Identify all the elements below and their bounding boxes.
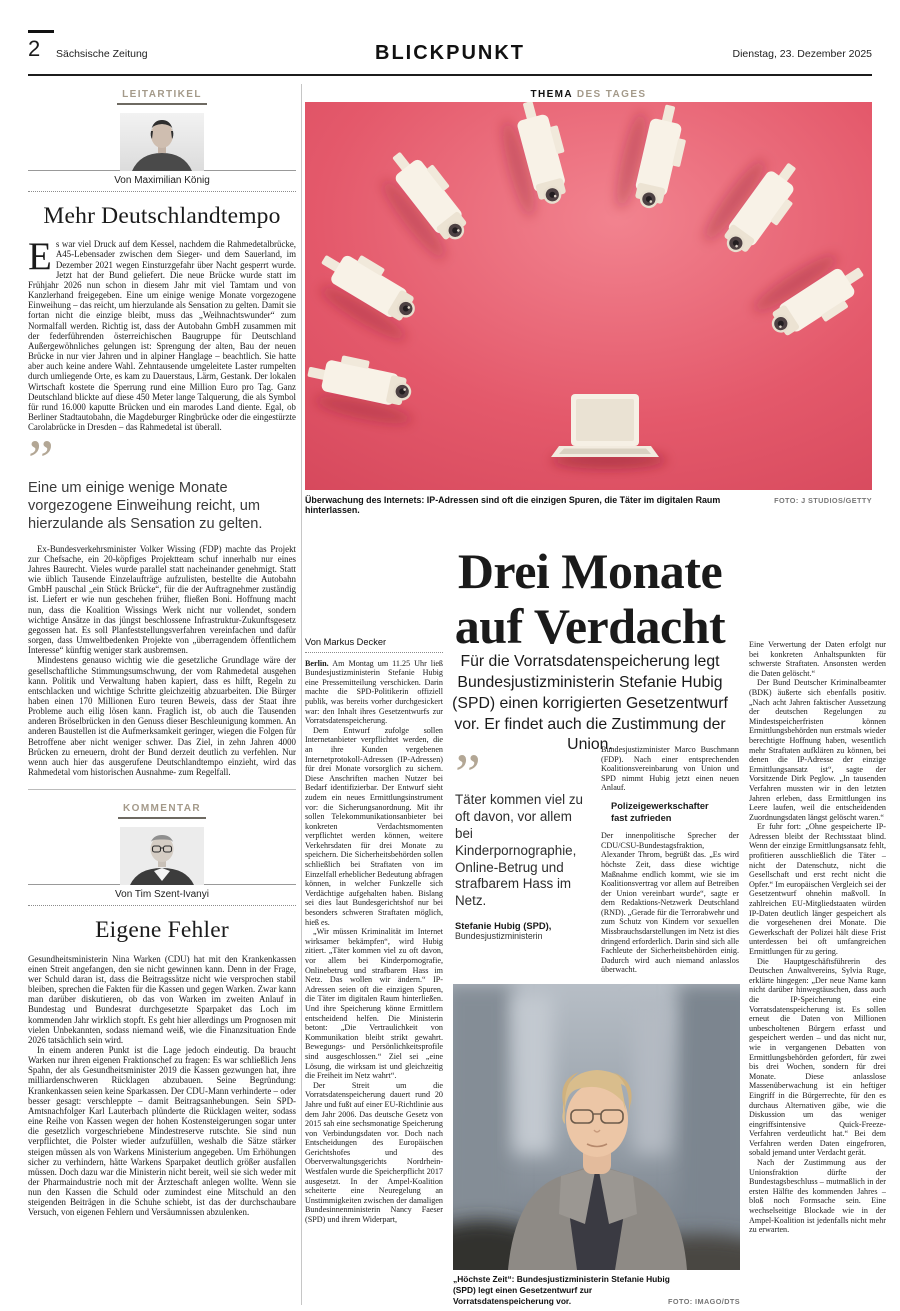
- hero-photo-credit: FOTO: J STUDIOS/GETTY: [774, 496, 872, 505]
- article-para: Berlin. Am Montag um 11.25 Uhr ließ Bundesjustizministerin Stefanie Hubig eine Pressemitteilung verschicken. Darin machte die SPD-Politikerin offiziell publik, was bereits vorher durchgesickert war: den Inhalt ihres Gesetzentwurfs zur Vorratsdatenspeicherung.: [305, 658, 443, 726]
- quote-icon: ”: [455, 742, 481, 807]
- left-opinion-column: [28, 84, 296, 1306]
- leitartikel-body-2: [28, 544, 296, 778]
- article-para: „Wir müssen Kriminalität im Internet wirksamer bekämpfen“, wird Hubig zitiert. „Täter kommen viel zu oft davon, vor allem bei Kinderpornografie, Onlinebetrug und strafbarem Hass im Netz. Das wollen wir ändern.“ IP-Adressen seien oft die einzigen Spuren, die Täter im digitalen Raum hinterließen. Und ihre Speicherung könne Ermittlern entscheidend helfen. Die Ministerin betont: „Die Vertraulichkeit von Kommunikation bleibt strikt gewahrt. Bewegungs- und Persönlichkeitsprofile sind ausgeschlossen.“ Ziel sei „eine Lösung, die wirksam ist und gleichzeitig die Freiheit im Netz wahrt“.: [305, 927, 443, 1081]
- header-rule: [28, 74, 872, 76]
- main-headline: Drei Monate auf Verdacht: [454, 542, 726, 654]
- hero-caption: Überwachung des Internets: IP-Adressen sind oft die einzigen Spuren, die Täter im digitalen Raum hinterlassen.: [305, 495, 721, 515]
- quote-icon: ”: [28, 428, 54, 494]
- quote-attribution-role: Bundesjustizministerin: [455, 931, 543, 942]
- kommentar-body: [28, 954, 296, 1218]
- kommentar-para1: Gesundheitsministerin Nina Warken (CDU) hat mit den Krankenkassen einen Streit angefangen, den sie nicht gewinnen kann. Denn in der Frage, wer Schuld daran ist, dass die Beitragssätze nicht wie versprochen stabil bleiben, sprechen die Fakten für die Kassen und gegen Warken. Zwar kann man darüber diskutieren, ob das von Warken im zweiten Anlauf in Bundestag und Bundesrat durchgesetzte Sparpaket das Loch im kommenden Jahr wirklich stopft. Es geht hier allerdings um Prognosen mit vielen Unbekannten, sodass niemand weiß, wie die Finanzsituation Ende 2026 tatsächlich sein wird.: [28, 953, 296, 1045]
- standfirst: Für die Vorratsdatenspeicherung legt Bundesjustizministerin Stefanie Hubig (SPD) einen korrigierten Gesetzentwurf vor. Er findet auch die Zustimmung der Union.: [452, 653, 728, 754]
- photo-caption: „Höchste Zeit“: Bundesjustizministerin Stefanie Hubig (SPD) legt einen Gesetzentwurf zur Vorratsdatenspeicherung vor.: [453, 1274, 670, 1306]
- article-para: Nach der Zustimmung aus der Unionsfraktion dürfte der Bundestagsbeschluss – mutmaßlich in der ersten Hälfte des kommenden Jahres – bloß noch Formsache sein. Eine wechselseitige Blockade wie in der Ampel-Koalition ist jedenfalls nicht mehr zu erwarten.: [749, 1158, 886, 1235]
- article-para: Die Hauptgeschäftsführerin des Deutschen Anwaltvereins, Sylvia Ruge, erklärte hingegen: „Der neue Name kann nicht darüber hinwegtäuschen, dass auch die IP-Speicherung eine Vorratsdatenspeicherung ist. Es sollen erneut die Daten von Millionen unbescholtenen Bürgern erfasst und gespeichert werden – und das nicht nur, wie in vergangenen Debatten von Ermittlungsbehörden gefordert, für zwei bis drei Wochen, sondern für drei Monate. Diese anlasslose Massenüberwachung ist ein heftiger Eingriff in die Bürgerrechte, für den es durchaus Alternativen gäbe, wie die Diskussion um das weniger eingriffsintensive Quick-Freeze-Verfahren verdeutlicht hat.“ Bei dem Verfahren werden Daten eingefroren, sobald jemand unter Verdacht gerät.: [749, 956, 886, 1158]
- photo-credit: FOTO: IMAGO/DTS: [668, 1297, 740, 1307]
- leitartikel-para1: Es war viel Druck auf dem Kessel, nachdem die Rahmedetalbrücke, A45-Lebensader zwischen dem Sieger- und dem Sauerland, im Dezember 2021 wegen Einsturzgefahr über Nacht gesperrt wurde. Jetzt hat der Bund geliefert. Die neue Brücke wurde statt im Frühjahr 2026 nun schon in diesem Jahr mit viel Tamtam und von Kanzlerhand freigegeben. Eine um einige wenige Monate vorgezogene Einweihung – das reicht, um hierzulande als Sensation zu gelten. Damit sie fortan nicht die einzige bleibt, muss das „Weihnachtswunder“ zum Normalfall werden. Richtig ist, dass der Autobahn GmbH zusammen mit der federführenden österreichischen Baugruppe für Deutschland Außergewöhnliches gelungen ist: Sprengung der alten, Bau der neuen Brücke in nur vier Jahren und in alpiner Hanglage – beachtlich. Sie hatte aber auch keine andere Wahl. Zehntausende umgeleitete Laster rumpelten durch umliegende Orte, es kam zu Dauerstaus, Lärm, Gestank. Der lokalen Wirtschaft kostete die Sperrung rund eine Million Euro pro Tag. Ganz Deutschland blickte auf diese 450 Meter lange Talquerung, die als Symbol für rund 16.000 kaputte Brücken und ein marodes Land diente. Egal, ob Berliner Stadtautobahn, die Magdeburger Ringbrücke oder die eingestürzte Carolabrücke in Dresden – das Rahmedetal ist überall.: [28, 235, 296, 433]
- column-divider: [301, 84, 302, 1305]
- page-number-rule: [28, 30, 54, 33]
- kicker-thema-des-tages: THEMA DES TAGES: [525, 89, 651, 105]
- article-subhead: Polizeigewerkschafter fast zufrieden: [611, 800, 709, 824]
- article-para: Er fuhr fort: „Ohne gespeicherte IP-Adressen bleibt der Rechtsstaat blind. Wenn der einzige Ermittlungsansatz fehlt, profitieren ausschließlich die Täter – nicht der Datenschutz, nicht die Gesellschaft und erst recht nicht die Opfer.“ Im europäischen Vergleich sei der Gesetzentwurf ohnehin maßvoll. In zahlreichen EU-Mitgliedstaaten würden IP-Daten deutlich länger gespeichert als die vorgesehenen drei Monate. Die Gewerkschaft der Polizei hält diese Frist unterdessen bei oft umfangreichen Ermittlungen für zu gering.: [749, 822, 886, 956]
- article-column-3: [601, 745, 739, 979]
- article-para: Eine Verwertung der Daten erfolgt nur bei konkreten Anhaltspunkten für schwerste Straftaten. Ansonsten werden die Daten gelöscht.“: [749, 640, 886, 678]
- leitartikel-para3: Mindestens genauso wichtig wie die gesetzliche Grundlage wäre der gesellschaftliche Stimmungsumschwung, der vom Rahmedetal ausgehen kann. Politik und Verwaltung haben kapiert, dass es hilft, Regeln zu entschlacken und wichtige Schritte gleichzeitig abzuarbeiten. Die Bürger haben einen 170 Millionen Euro teuren Beweis, dass der Staat ihre Probleme auch eilig lösen kann. Fraglich ist, ob auch die Tausenden anderen Bröselbrücken in den Genuss dieser Beschleunigung kommen. An anderen Baustellen ist die Aufmerksamkeit geringer, wiegen die Folgen für Betroffene aber nicht weniger schwer. Das Ziel, in zehn Jahren 4000 Brücken zu erneuern, droht der Bund derzeit deutlich zu verfehlen. Nur wenn auch hier das ausgerufene Deutschlandtempo einzieht, wird das Rahmedetal vom historischen Ausnahme- zum Regelfall.: [28, 655, 296, 778]
- hero-image-surveillance-cameras: [305, 102, 872, 490]
- kicker-kommentar: KOMMENTAR: [118, 803, 206, 819]
- issue-date: Dienstag, 23. Dezember 2025: [732, 48, 872, 60]
- article-column-1: [305, 638, 443, 1306]
- kommentar-headline: Eigene Fehler: [95, 917, 229, 944]
- kicker-leitartikel: LEITARTIKEL: [117, 89, 207, 105]
- article-para: Der Bund Deutscher Kriminalbeamter (BDK) äußerte sich ebenfalls positiv. „Nach acht Jahren faktischer Aussetzung der deutschen Regelungen zu Mindestspeicherfristen können Ermittlungsbehörden nun erstmals wieder berechtigte Hoffnung haben, wesentlich mehr Straftaten aufklären zu können, bei denen die IP-Adresse der einzige Ermittlungsansatz ist“, sagte der Vorsitzende Dirk Peglow. „In tausenden Verfahren mussten wir in den letzten Jahren erleben, dass Ermittlungen ins Leere laufen, weil die entscheidenden Zuordnungsdaten längst gelöscht waren.“: [749, 678, 886, 822]
- author-photo-tim-szent-ivanyi: [120, 827, 204, 885]
- page-number: 2: [28, 36, 41, 61]
- leitartikel-para2: Ex-Bundesverkehrsminister Volker Wissing (FDP) machte das Projekt zur Chefsache, ein 20-köpfiges Projektteam schuf innerhalb nur eines Jahres Baurecht. Vieles wurde parallel statt nacheinander genehmigt. Statt wie üblich Tausende Einzelaufträge aufzulisten, bestellte die Autobahn GmbH pauschal „ein Stück Brücke“, für die der Auftragnehmer zuständig ist. Liefert er wie nun geschehen früher, fließen Boni. Hoffnung macht nun, dass die Koalition Wissings Werk nicht nur vollendet, sondern wichtige Ansätze in das jüngst beschlossene Infrastruktur-Zukunftsgesetz gegossen hat. Es soll Planfeststellungsverfahren vereinfachen und dafür sorgen, dass Umweltbedenken Projekte von „überragendem öffentlichem Interesse“ künftig weniger stark ausbremsen.: [28, 543, 296, 656]
- kommentar-para2: In einem anderen Punkt ist die Lage jedoch eindeutig. Da braucht Warken nur ihren eigenen Fraktionschef zu fragen: Es war schließlich Jens Spahn, der als Gesundheitsminister 2019 die Kassen gezwungen hat, ihre milliardenschweren Rücklagen abzubauen. Seine Begründung: Krankenkassen seien keine Sparkassen. Der CDU-Mann verhinderte – oder besser gesagt: verschleppte – damit Beitragsanhebungen. Sein SPD-Amtsnachfolger Karl Lauterbach plünderte die Rücklagen weiter, sodass eine Reihe von Kassen wegen der hohen Kostensteigerungen sogar unter die gesetzlich vorgeschriebene Mindestreserve rutschte. Sie sind nun verpflichtet, die Polster wieder aufzufüllen, weshalb die Sätze stärker steigen müssen als von Warkens Ministerium angegeben. Um Erhöhungen sicher zu verhindern, hätte Warkens Sparpaket deutlich größer ausfallen müssen. Doch dazu war die Ministerin nicht bereit, weil sie sich weder mit der Pharmaindustrie noch mit der Ärzteschaft anlegen wollte. Wenn sie nun den Kassen die Schuld oder zumindest eine Mitschuld an den steigenden Beiträgen in die Schuhe schiebt, ist das der durchschaubare Versuch, von eigenen Fehlern und Versäumnissen abzulenken.: [28, 1044, 296, 1218]
- author-photo-maximilian-koenig: [120, 113, 204, 171]
- article-para: Bundesjustizminister Marco Buschmann (FDP). Nach einer entsprechenden Koalitionsvereinbarung von Union und SPD nimmt Hubig jetzt einen neuen Anlauf.: [601, 745, 739, 793]
- photo-stefanie-hubig: [453, 984, 740, 1270]
- leitartikel-body: [28, 235, 296, 433]
- photo-caption-row: [453, 1274, 740, 1307]
- quote-text: Täter kommen viel zu oft davon, vor allem bei Kinderpornographie, Online-Betrug und strafbarem Hass im Netz.: [455, 792, 583, 909]
- article-byline: Von Markus Decker: [305, 638, 443, 653]
- pull-quote: [28, 428, 296, 533]
- kommentar-section: [28, 789, 296, 1217]
- dateline: Berlin.: [305, 658, 329, 668]
- pull-quote-text: Eine um einige wenige Monate vorgezogene Einweihung reicht, um hierzulande als Sensation zu gelten.: [28, 480, 263, 532]
- article-para: Der Streit um die Vorratsdatenspeicherung dauert rund 20 Jahre und fußt auf einer EU-Richtlinie aus dem Jahr 2006. Das deutsche Gesetz von 2015 sah eine sechsmonatige Speicherung von Verbindungsdaten vor. Doch nach Entscheidungen des Europäischen Gerichtshofes und des Oberverwaltungsgerichts Nordrhein-Westfalen wurde die Speicherpflicht 2017 ausgesetzt. In der Ampel-Koalition scheiterte eine Neuregelung an Unstimmigkeiten zwischen der damaligen Bundesinnenministerin Nancy Faeser (SPD) und ihrem Widerpart,: [305, 1080, 443, 1225]
- section-title: BLICKPUNKT: [375, 42, 525, 64]
- article-para: Dem Entwurf zufolge sollen Internetanbieter verpflichtet werden, die an ihre Kunden vergebenen Internetprotokoll-Adressen (IP-Adressen) für drei Monate vorsorglich zu sichern. Diese Anschriften machen Nutzer bei Bedarf identifizierbar. Der Entwurf sieht zudem ein neues Ermittlungsinstrument vor: die Sicherungsanordnung. Mit ihr sollen Telekommunikationsanbieter bei konkreten Verdachtsmomenten verpflichtet werden können, weitere Verkehrsdaten für drei Monate zu speichern. Die Sicherheitsbehörden sollen schließlich bei Straftaten von im Einzelfall erheblicher Bedeutung abfragen können, in welcher Funkzelle sich Verdächtige aufgehalten haben. Bislang sei dies laut Bundesgerichtshof nur bei besonders schweren Straftaten möglich, hieß es.: [305, 725, 443, 927]
- leitartikel-headline: Mehr Deutschlandtempo: [43, 203, 281, 229]
- quote-attribution-name: Stefanie Hubig (SPD),: [455, 920, 552, 932]
- publication-name: Sächsische Zeitung: [56, 48, 148, 60]
- hero-caption-row: [305, 495, 872, 515]
- article-column-4: [749, 640, 886, 1306]
- article-para: Der innenpolitische Sprecher der CDU/CSU-Bundestagsfraktion, Alexander Throm, begrüßt das. „Es wird höchste Zeit, dass diese wichtige Maßnahme endlich kommt, wie sie im Koalitionsvertrag vor allem auf Betreiben der Union vereinbart wurde“, sagte er dem Redaktions-Netzwerk Deutschland (RND). „Gerade für die Terrorabwehr und zum Schutz von Kindern vor sexuellen Missbrauchsdarstellungen im Netz ist dies dringend erforderlich. Darin sind sich alle Fachleute der Sicherheitsbehörden einig. Dadurch wird auch niemand anlasslos überwacht.: [601, 831, 739, 975]
- dropcap: E: [28, 235, 52, 279]
- article-quote-block: [455, 742, 589, 942]
- byline-leitartikel: Von Maximilian König: [28, 171, 296, 192]
- byline-kommentar: Von Tim Szent-Ivanyi: [28, 885, 296, 906]
